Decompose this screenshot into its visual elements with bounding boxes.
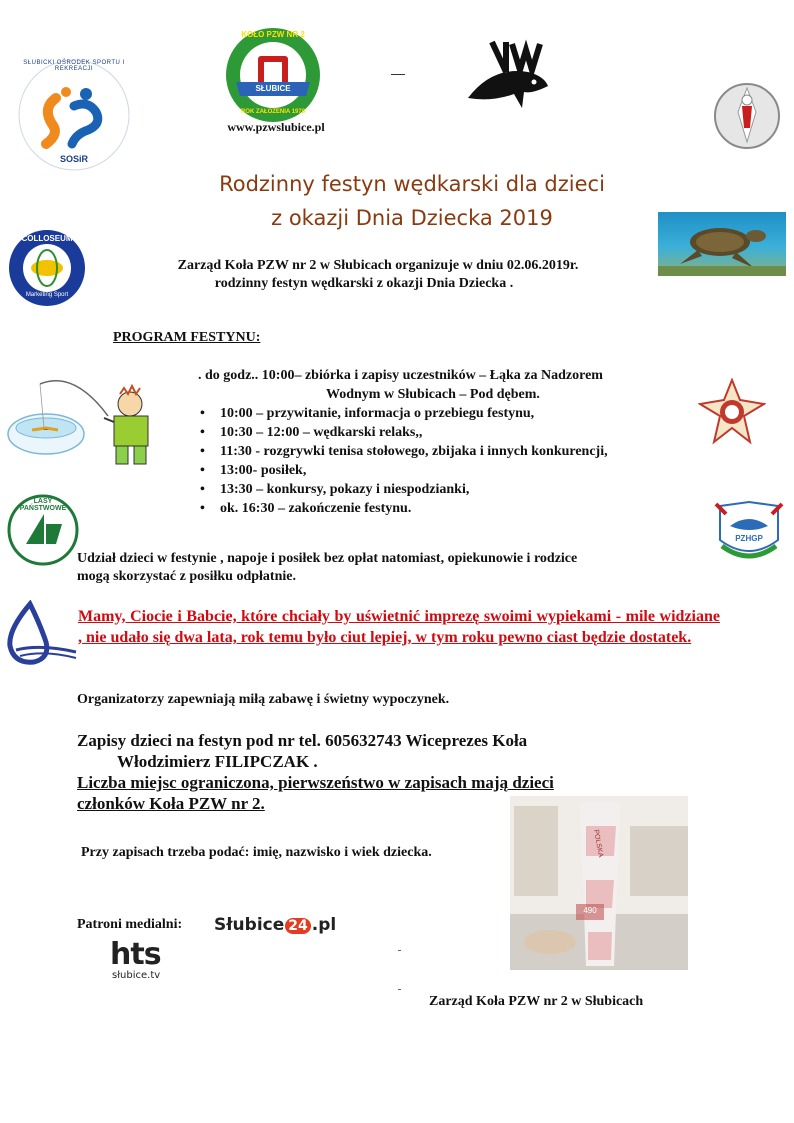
child-fishing-drawing xyxy=(4,370,170,474)
divider xyxy=(391,74,405,75)
list-item: • ok. 16:30 – zakończenie festynu. xyxy=(200,501,412,516)
eagle-emblem xyxy=(712,72,782,160)
pzhgp-logo xyxy=(712,500,786,564)
signature: Zarząd Koła PZW nr 2 w Słubicach xyxy=(429,994,644,1009)
intro-line-1: Zarząd Koła PZW nr 2 w Słubicach organizuje w dniu 02.06.2019r. xyxy=(177,258,579,273)
border-sign-number: 490 xyxy=(583,906,597,915)
program-first-line: . do godz.. 10:00– zbiórka i zapisy uczestników – Łąka za Nadzorem xyxy=(198,368,603,383)
border-sign-text: POLSKA xyxy=(592,829,604,858)
title-line-2: z okazji Dnia Dziecka 2019 xyxy=(271,206,553,230)
program-heading xyxy=(77,330,260,346)
colloseum-sub: Marketing Sport xyxy=(25,292,69,298)
list-item: • 10:30 – 12:00 – wędkarski relaks,, xyxy=(200,425,423,440)
sosir-ring-text: SŁUBICKI OŚRODEK SPORTU I REKREACJI xyxy=(23,60,125,72)
list-item: • 13:00- posiłek, xyxy=(200,463,307,478)
list-item: • 10:00 – przywitanie, informacja o przebiegu festynu, xyxy=(200,406,535,421)
pzw-fish-logo xyxy=(462,36,554,128)
colloseum-logo xyxy=(6,228,88,308)
participation-line-2: mogą skorzystać z posiłku odpłatnie. xyxy=(77,569,296,584)
list-item: • 11:30 - rozgrywki tenisa stołowego, zbijaka i innych konkurencji, xyxy=(200,444,608,459)
title-line-1: Rodzinny festyn wędkarski dla dzieci xyxy=(219,172,605,196)
pzhgp-text: PZHGP xyxy=(735,534,763,543)
program-heading-text: PROGRAM FESTYNU: xyxy=(113,330,261,345)
sosir-abbr: SOSiR xyxy=(59,154,88,164)
slubice24-logo xyxy=(214,915,336,935)
pzw-circle-city: SŁUBICE xyxy=(255,84,291,93)
hts-name: hts xyxy=(110,937,161,972)
patrons-label: Patroni medialni: xyxy=(77,917,183,932)
pzw-club-logo xyxy=(222,26,324,124)
slubice24-num: 24 xyxy=(285,918,310,934)
slubice24-tld: .pl xyxy=(311,915,337,935)
intro-line-2: rodzinny festyn wędkarski z okazji Dnia Dziecka . xyxy=(214,276,514,291)
bakers-appeal: Mamy, Ciocie i Babcie, które chciały by uświetnić imprezę swoimi wypiekami - mile widziane , nie udało się dwa lata, rok temu było ciut lepiej, w tym roku pewno ciast będzie dostatek. xyxy=(78,608,720,646)
water-drop-logo xyxy=(0,600,78,668)
lasy-text: LASY PAŃSTWOWE xyxy=(19,498,67,512)
turtle-photo xyxy=(658,212,786,276)
hts-logo xyxy=(110,937,190,984)
fire-brigade-emblem xyxy=(698,378,766,446)
registration-line-1: Zapisy dzieci na festyn pod nr tel. 605632743 Wiceprezes Koła xyxy=(77,731,528,750)
registration-requirements: Przy zapisach trzeba podać: imię, nazwisko i wiek dziecka. xyxy=(81,845,432,860)
lasy-panstwowe-logo xyxy=(4,494,82,566)
participation-text xyxy=(77,550,677,586)
mark xyxy=(398,989,401,990)
registration-line-4: członków Koła PZW nr 2. xyxy=(77,794,265,813)
registration-line-2: Włodzimierz FILIPCZAK . xyxy=(117,752,318,771)
pzw-circle-text: KOŁO PZW NR 2 xyxy=(241,30,305,39)
border-post-photo xyxy=(510,796,688,970)
colloseum-text: COLLOSEUM xyxy=(21,234,73,243)
organizers-text: Organizatorzy zapewniają miłą zabawę i świetny wypoczynek. xyxy=(77,692,450,707)
program-list xyxy=(198,366,688,518)
mark xyxy=(398,950,401,951)
pzw-circle-year: ROK ZAŁOŻENIA 1978 xyxy=(240,109,306,115)
hts-sub: słubice.tv xyxy=(112,970,161,981)
slubice24-name: Słubice xyxy=(214,915,285,935)
participation-line-1: Udział dzieci w festynie , napoje i posiłek bez opłat natomiast, opiekunowie i rodzice xyxy=(77,551,578,566)
website-link[interactable]: www.pzwslubice.pl xyxy=(227,120,325,134)
sosir-logo xyxy=(12,56,136,174)
registration-line-3: Liczba miejsc ograniczona, pierwszeństwo w zapisach mają dzieci xyxy=(77,773,554,792)
program-first-line-cont: Wodnym w Słubicach – Pod dębem. xyxy=(326,387,540,402)
list-item: • 13:30 – konkursy, pokazy i niespodzianki, xyxy=(200,482,470,497)
